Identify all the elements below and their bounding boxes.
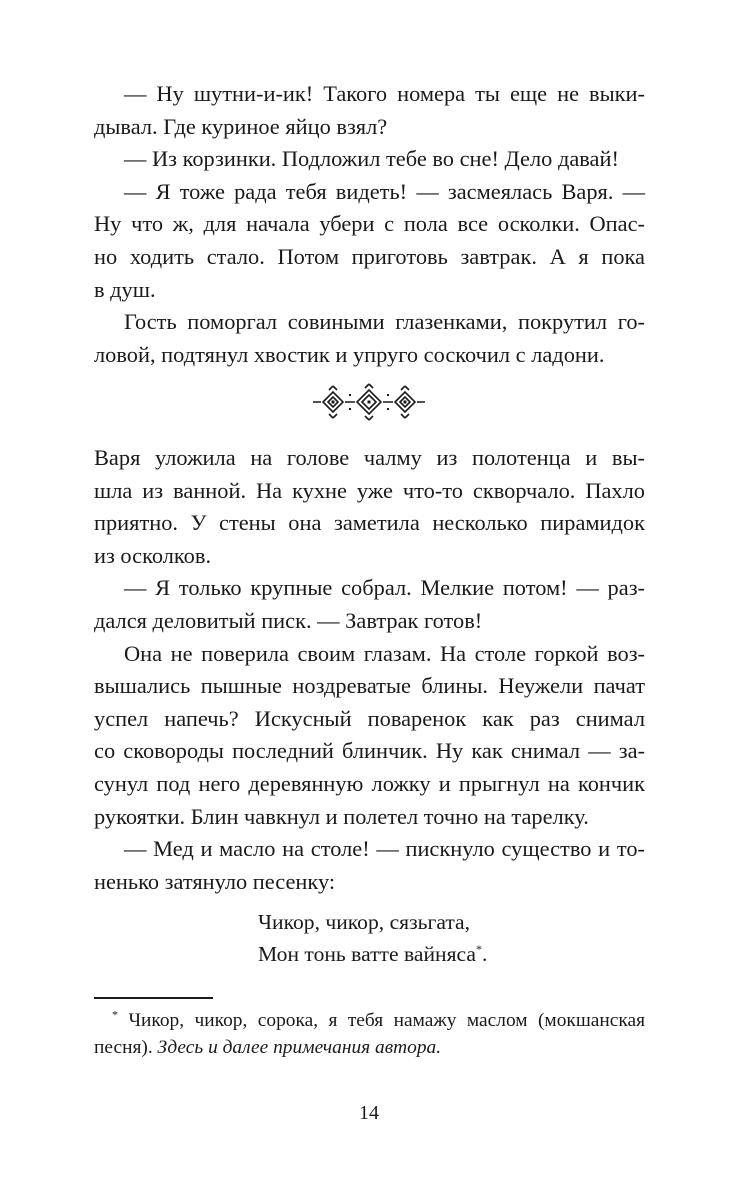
footnote-text-2: песня). <box>94 1036 158 1058</box>
text-line: ловой, подтянул хвостик и упруго соскочил с ладони. <box>94 341 605 367</box>
text-line: сунул под него деревянную ложку и прыгнул на кончик <box>94 770 645 796</box>
text-line: Варя уложила на голове чалму из полотенца и вы- <box>94 445 645 470</box>
text-line: Она не поверила своим глазам. На столе горкой воз- <box>124 640 645 666</box>
text-line: вышались пышные ноздреватые блины. Неужели пачат <box>94 673 645 699</box>
text-line: со сковороды последний блинчик. Ну как снимал — за- <box>94 738 645 764</box>
footnote <box>94 1008 645 1061</box>
text-line: Гость поморгал совиными глазенками, покрутил го- <box>124 309 645 335</box>
footnote-line-1 <box>94 1008 645 1035</box>
verse-line-2 <box>258 938 487 970</box>
text-line: — Я тоже рада тебя видеть! — засмеялась Варя. — <box>124 178 645 204</box>
footnote-divider <box>94 997 213 999</box>
text-line: из осколков. <box>94 542 212 568</box>
text-line: шла из ванной. На кухне уже что-то скворчало. Пахло <box>94 477 645 503</box>
page-number: 14 <box>359 1102 379 1124</box>
text-block-1 <box>94 78 645 371</box>
text-line: но ходить стало. Потом приготовь завтрак. А я пока <box>94 243 645 269</box>
text-line: дывал. Где куриное яйцо взял? <box>94 113 388 139</box>
footnote-reference[interactable]: * <box>475 941 482 956</box>
song-verse <box>258 906 487 970</box>
text-line: дался деловитый писк. — Завтрак готов! <box>94 607 483 633</box>
text-line: рукоятки. Блин чавкнул и полетел точно на тарелку. <box>94 803 589 829</box>
text-line: — Ну шутни-и-ик! Такого номера ты еще не выки- <box>124 81 645 106</box>
verse-line-2-end: . <box>481 942 488 966</box>
text-line: успел напечь? Искусный поваренок как раз снимал <box>94 705 645 731</box>
text-line: Ну что ж, для начала убери с пола все осколки. Опас- <box>94 211 645 237</box>
text-line: — Из корзинки. Подложил тебе во сне! Дело давай! <box>124 146 619 172</box>
footnote-text-1: Чикор, чикор, сорока, я тебя намажу маслом (мокшанская <box>118 1010 645 1031</box>
verse-line-2-text: Мон тонь ватте вайняса <box>258 942 476 966</box>
text-line: в душ. <box>94 276 156 302</box>
text-line: приятно. У стены она заметила несколько пирамидок <box>94 510 645 536</box>
verse-line-1: Чикор, чикор, сязьгата, <box>258 910 471 934</box>
text-line: ненько затянуло песенку: <box>94 868 336 894</box>
footnote-mark: * <box>112 1007 118 1022</box>
footnote-author-note: Здесь и далее примечания автора. <box>157 1036 442 1058</box>
ornament-divider-icon <box>311 382 427 422</box>
text-line: — Мед и масло на столе! — пискнуло существо и то- <box>124 836 645 862</box>
text-block-2 <box>94 442 645 898</box>
text-line: — Я только крупные собрал. Мелкие потом! — раз- <box>124 575 645 601</box>
footnote-line-2 <box>94 1035 645 1062</box>
